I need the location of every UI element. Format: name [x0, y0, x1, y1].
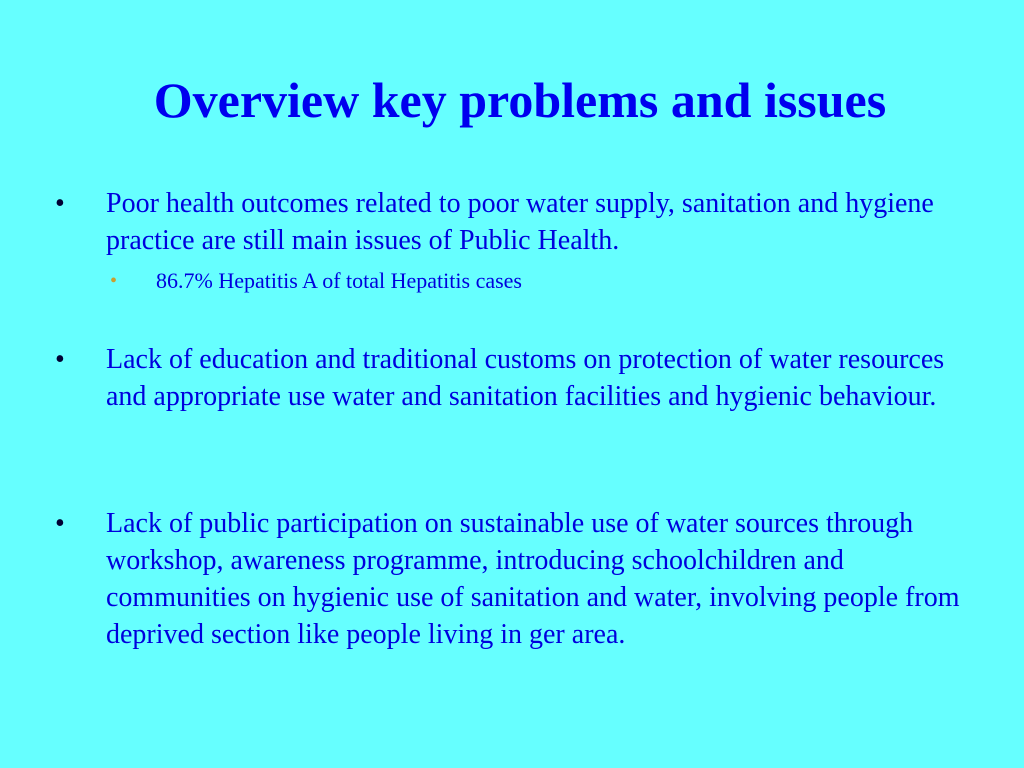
bullet-marker: •	[55, 508, 65, 539]
bullet-text: Lack of public participation on sustainable use of water sources through workshop, awareness programme, introducing schoolchildren and communities on hygienic use of sanitation and water, involving people from deprived section like people living in ger area.	[106, 508, 960, 650]
bullet-text: Lack of education and traditional customs on protection of water resources and appropriate use water and sanitation facilities and hygienic behaviour.	[106, 344, 945, 412]
bullet-text: Poor health outcomes related to poor water supply, sanitation and hygiene practice are still main issues of Public Health.	[106, 188, 934, 256]
sub-bullet-marker: •	[110, 270, 118, 292]
bullet-marker: •	[55, 344, 65, 375]
bullet-marker: •	[55, 188, 65, 219]
slide-title: Overview key problems and issues	[153, 72, 887, 128]
sub-bullet-text: 86.7% Hepatitis A of total Hepatitis cases	[156, 268, 522, 293]
